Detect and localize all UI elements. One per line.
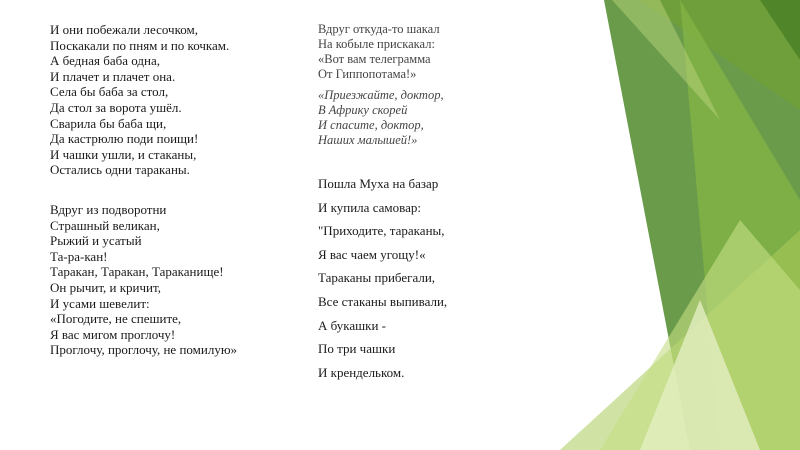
- stanza-3: [318, 172, 447, 384]
- stanza-gap: [50, 178, 237, 202]
- poem-line: Все стаканы выпивали,: [318, 293, 448, 309]
- stanza-gap: [318, 148, 447, 172]
- left-poem-column: [50, 22, 237, 358]
- poem-line: Я вас мигом проглочу!: [50, 326, 176, 342]
- poem-line: В Африку скорей: [318, 103, 408, 117]
- poem-line: Я вас чаем угощу!«: [318, 246, 426, 262]
- poem-line: И спасите, доктор,: [318, 118, 424, 132]
- stanza-1: [50, 22, 237, 178]
- poem-line: «Вот вам телеграмма: [318, 52, 431, 66]
- poem-line: Та-ра-кан!: [50, 248, 108, 264]
- poem-line: Да кастрюлю поди поищи!: [50, 131, 199, 147]
- poem-line: Он рычит, и кричит,: [50, 279, 161, 295]
- poem-line: А букашки -: [318, 317, 387, 333]
- poem-line: Тараканы прибегали,: [318, 270, 436, 286]
- poem-line: И чашки ушли, и стаканы,: [50, 146, 197, 162]
- poem-line: Поскакали по пням и по кочкам.: [50, 37, 230, 53]
- poem-line: От Гиппопотама!»: [318, 67, 417, 81]
- poem-line: И плачет и плачет она.: [50, 68, 176, 84]
- poem-line: Рыжий и усатый: [50, 233, 142, 249]
- poem-line: «Погодите, не спешите,: [50, 311, 182, 327]
- poem-line: Да стол за ворота ушёл.: [50, 99, 182, 115]
- poem-line: И крендельком.: [318, 364, 405, 380]
- poem-line: Сварила бы баба щи,: [50, 115, 167, 131]
- poem-line: Села бы баба за стол,: [50, 84, 169, 100]
- reply-stanza: [318, 88, 447, 148]
- telegram-stanza: [318, 22, 447, 82]
- poem-line: "Приходите, тараканы,: [318, 223, 445, 239]
- poem-line: «Приезжайте, доктор,: [318, 88, 444, 102]
- poem-line: Остались одни тараканы.: [50, 162, 190, 178]
- poem-line: И усами шевелит:: [50, 295, 150, 311]
- poem-line: Вдруг откуда-то шакал: [318, 22, 440, 36]
- poem-line: Наших малышей!»: [318, 133, 418, 147]
- right-poem-column: [318, 22, 447, 384]
- poem-line: Страшный великан,: [50, 217, 160, 233]
- poem-line: Пошла Муха на базар: [318, 176, 439, 191]
- poem-line: Проглочу, проглочу, не помилую»: [50, 342, 238, 358]
- poem-line: На кобыле прискакал:: [318, 37, 435, 51]
- poem-line: Вдруг из подворотни: [50, 201, 167, 217]
- poem-line: А бедная баба одна,: [50, 53, 160, 69]
- stanza-2: [50, 202, 237, 358]
- poem-line: По три чашки: [318, 341, 396, 357]
- poem-line: И купила самовар:: [318, 199, 421, 215]
- poem-line: Таракан, Таракан, Тараканище!: [50, 264, 224, 280]
- poem-line: И они побежали лесочком,: [50, 22, 198, 37]
